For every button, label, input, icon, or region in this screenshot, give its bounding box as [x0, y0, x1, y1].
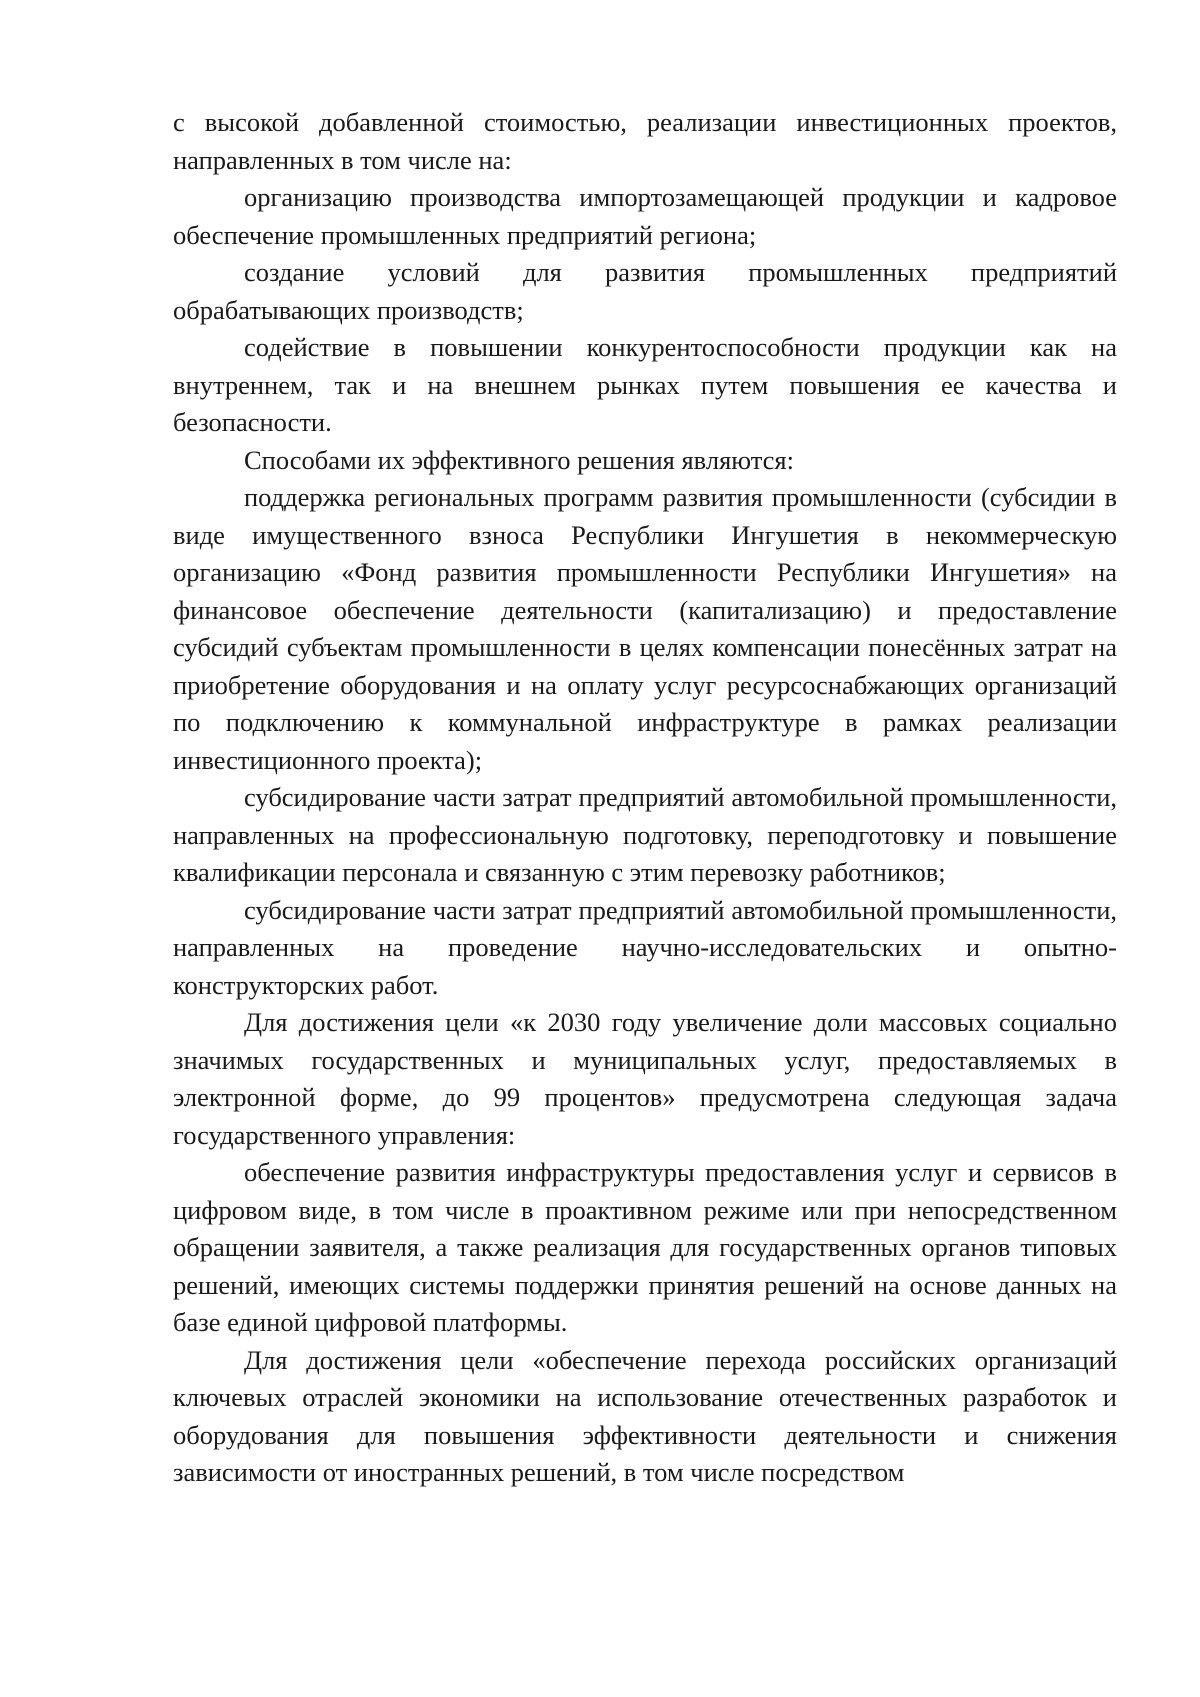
paragraph-import-substitution: организацию производства импортозамещающей продукции и кадровое обеспечение промышленных предприятий региона; — [173, 182, 1117, 250]
paragraph-competitiveness: содействие в повышении конкурентоспособности продукции как на внутреннем, так и на внешнем рынках путем повышения ее качества и безопасности. — [173, 332, 1117, 437]
paragraph-methods-heading: Способами их эффективного решения являются: — [244, 444, 794, 475]
paragraph-digital-infrastructure: обеспечение развития инфраструктуры предоставления услуг и сервисов в цифровом виде, в том числе в проактивном режиме или при непосредственном обращении заявителя, а также реализация для государственных органов типовых решений, имеющих системы поддержки принятия решений на основе данных на базе единой цифровой платформы. — [173, 1157, 1117, 1337]
paragraph-domestic-tech-goal: Для достижения цели «обеспечение перехода российских организаций ключевых отраслей экономики на использование отечественных разработок и оборудования для повышения эффективности деятельности и снижения зависимости от иностранных решений, в том числе посредством — [173, 1344, 1117, 1487]
paragraph-manufacturing-conditions: создание условий для развития промышленных предприятий обрабатывающих производств; — [173, 257, 1117, 325]
paragraph-public-services-goal: Для достижения цели «к 2030 году увеличение доли массовых социально значимых государственных и муниципальных услуг, предоставляемых в электронной форме, до 99 процентов» предусмотрена следующая задача государственного управления: — [173, 1007, 1117, 1150]
paragraph-auto-training-subsidy: субсидирование части затрат предприятий автомобильной промышленности, направленных на профессиональную подготовку, переподготовку и повышение квалификации персонала и связанную с этим перевозку работников; — [173, 782, 1117, 887]
document-page — [173, 104, 1117, 1492]
paragraph-regional-programs: поддержка региональных программ развития промышленности (субсидии в виде имущественного взноса Республики Ингушетия в некоммерческую организацию «Фонд развития промышленности Республики Ингушетия» на финансовое обеспечение деятельности (капитализацию) и предоставление субсидий субъектам промышленности в целях компенсации понесённых затрат на приобретение оборудования и на оплату услуг ресурсоснабжающих организаций по подключению к коммунальной инфраструктуре в рамках реализации инвестиционного проекта); — [173, 482, 1117, 775]
paragraph-continuation: с высокой добавленной стоимостью, реализации инвестиционных проектов, направленных в том числе на: — [173, 107, 1117, 175]
paragraph-auto-rnd-subsidy: субсидирование части затрат предприятий автомобильной промышленности, направленных на проведение научно-исследовательских и опытно-конструкторских работ. — [173, 894, 1117, 1000]
